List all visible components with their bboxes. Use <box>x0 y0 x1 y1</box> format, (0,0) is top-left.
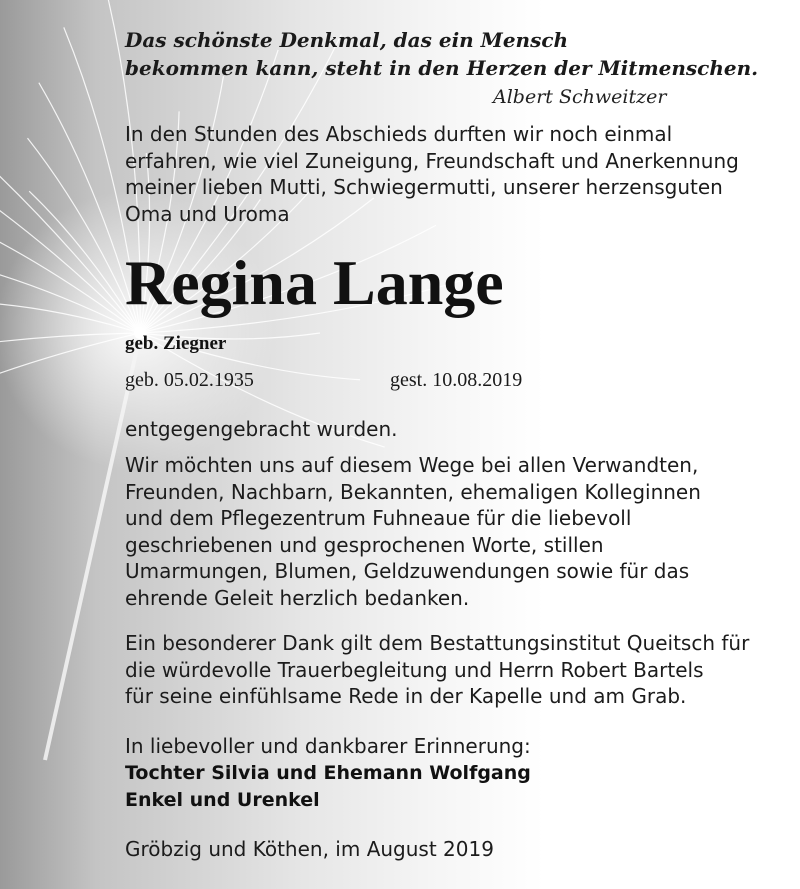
intro-line: Oma und Uroma <box>125 201 290 226</box>
deceased-name: Regina Lange <box>125 247 504 318</box>
received-line: entgegengebracht wurden. <box>125 417 398 441</box>
special-thanks-line: für seine einfühlsame Rede in der Kapelle und am Grab. <box>125 684 687 708</box>
thanks-line: geschriebenen und gesprochenen Worte, stillen <box>125 532 604 557</box>
special-thanks-line: die würdevolle Trauerbegleitung und Herrn Robert Bartels <box>125 657 704 682</box>
thanks-line: Umarmungen, Blumen, Geldzuwendungen sowie für das <box>125 559 690 583</box>
death-date: gest. 10.08.2019 <box>390 369 523 391</box>
memory-line: In liebevoller und dankbarer Erinnerung: <box>125 734 531 758</box>
birth-date: geb. 05.02.1935 <box>125 369 254 391</box>
place-date: Gröbzig und Köthen, im August 2019 <box>125 837 494 861</box>
family-line: Enkel und Urenkel <box>125 788 320 811</box>
family-signatures <box>125 760 531 813</box>
intro-paragraph <box>125 121 739 227</box>
special-thanks-paragraph <box>125 630 749 710</box>
life-dates <box>125 365 523 395</box>
intro-line: meiner lieben Mutti, Schwiegermutti, unserer herzensguten <box>125 175 723 199</box>
intro-line: erfahren, wie viel Zuneigung, Freundschaft und Anerkennung <box>125 148 739 173</box>
quote-line: Das schönste Denkmal, das ein Mensch <box>125 28 569 52</box>
thanks-line: ehrende Geleit herzlich bedanken. <box>125 585 470 610</box>
thanks-line: Wir möchten uns auf diesem Wege bei allen Verwandten, <box>125 453 699 477</box>
quote <box>125 26 758 82</box>
family-line: Tochter Silvia und Ehemann Wolfgang <box>125 762 531 784</box>
maiden-name: geb. Ziegner <box>125 333 227 354</box>
special-thanks-line: Ein besonderer Dank gilt dem Bestattungsinstitut Queitsch für <box>125 631 750 655</box>
thanks-paragraph <box>125 452 701 611</box>
thanks-line: und dem Pflegezentrum Fuhneaue für die liebevoll <box>125 506 632 530</box>
quote-author: Albert Schweitzer <box>493 86 667 108</box>
intro-line: In den Stunden des Abschieds durften wir noch einmal <box>125 122 673 146</box>
quote-line: bekommen kann, steht in den Herzen der Mitmenschen. <box>125 56 759 80</box>
thanks-line: Freunden, Nachbarn, Bekannten, ehemaligen Kolleginnen <box>125 479 701 504</box>
